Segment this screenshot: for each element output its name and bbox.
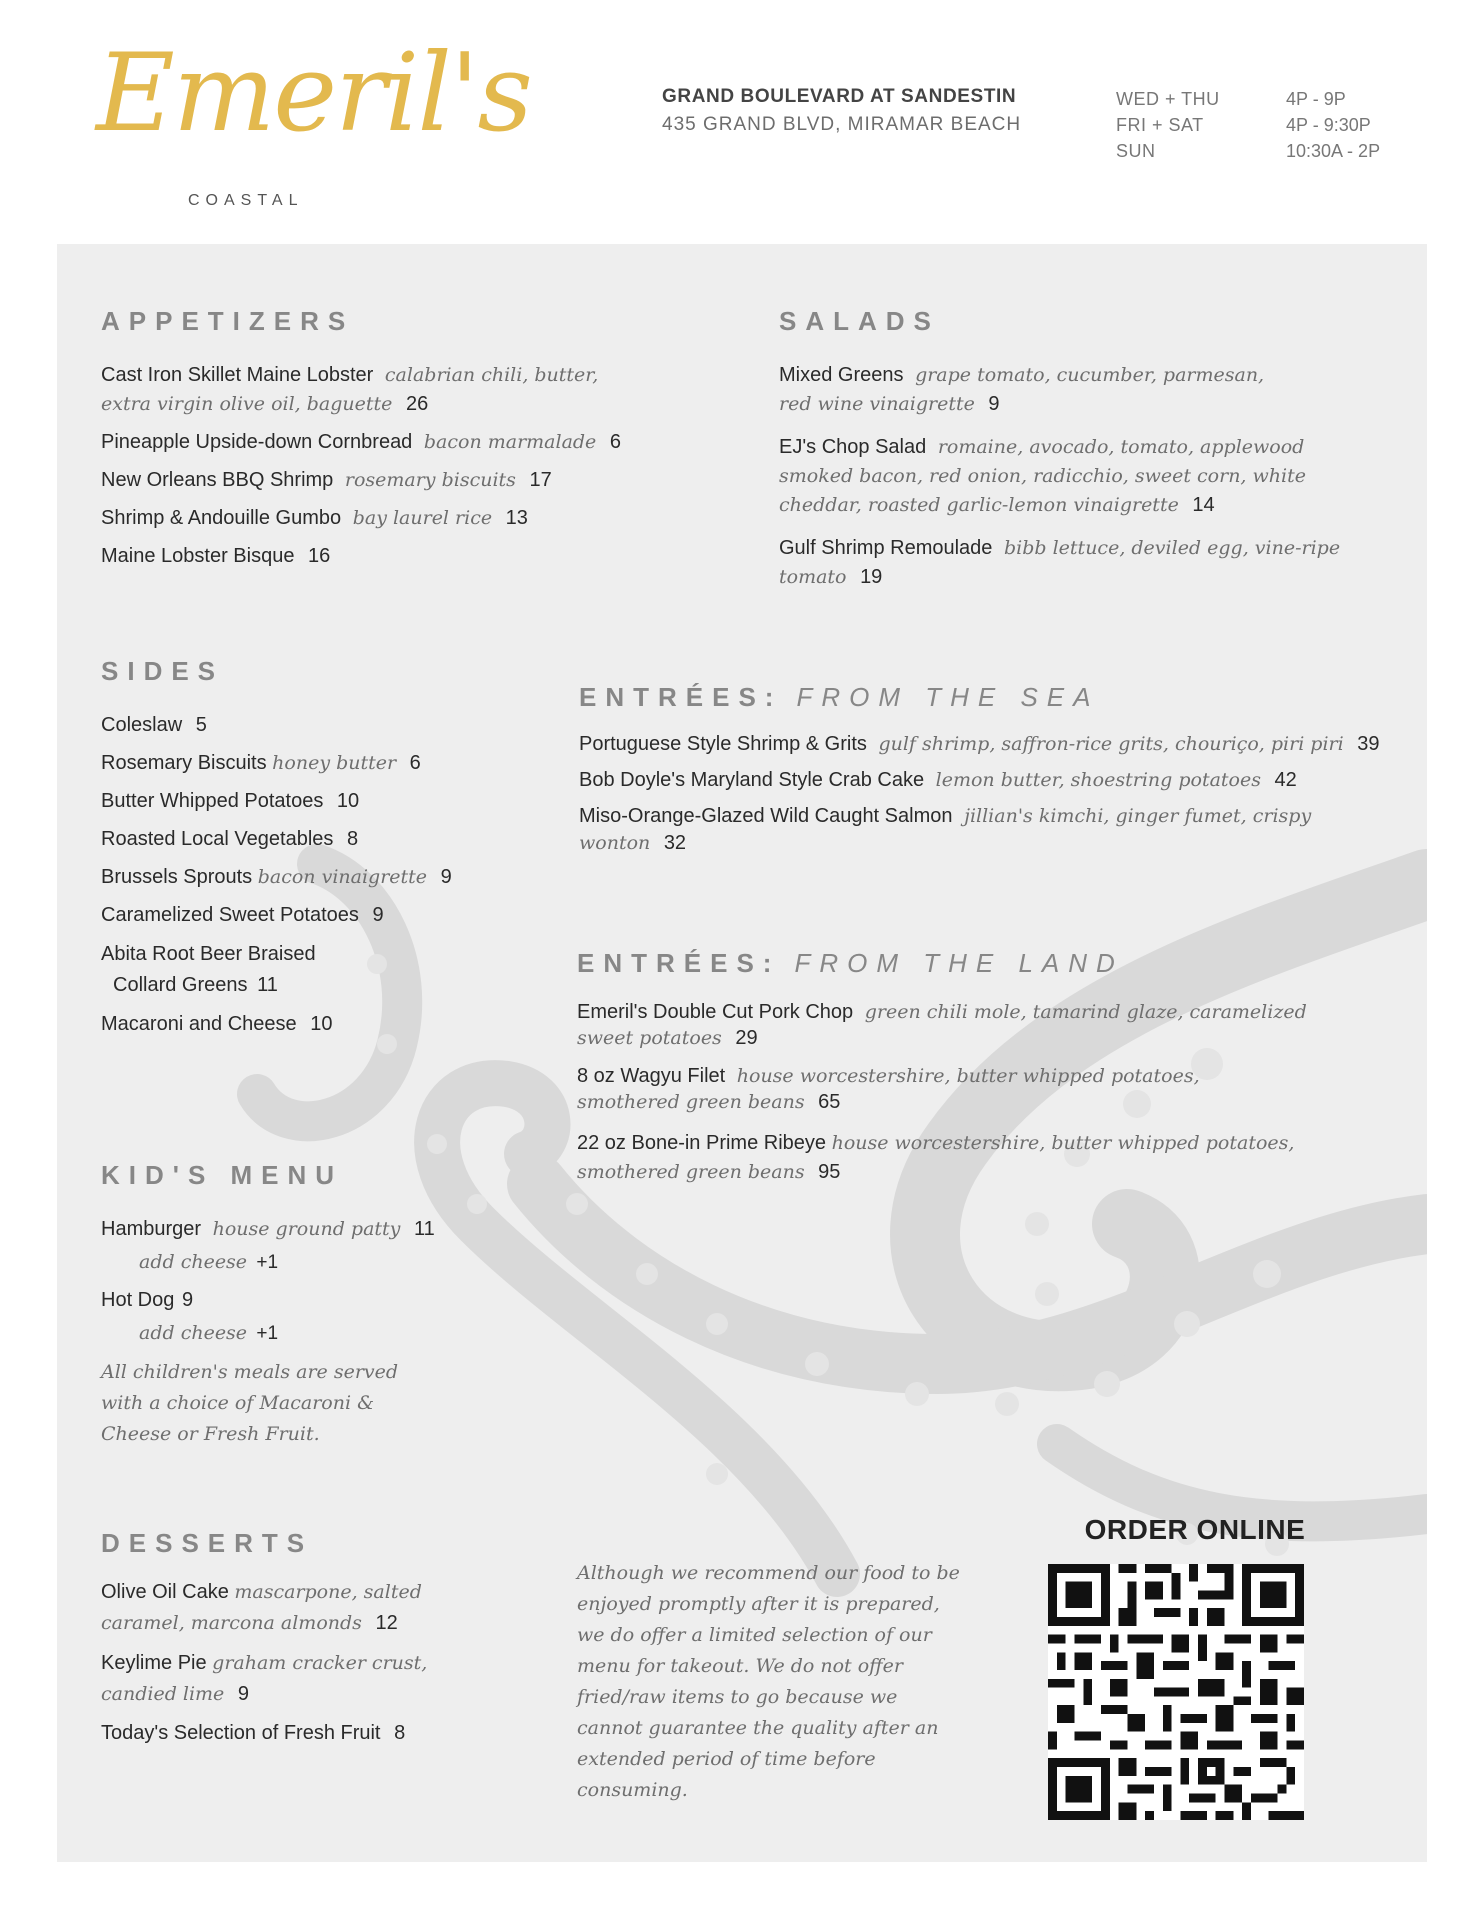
kids-meal-note: All children's meals are served with a choice of Macaroni & Cheese or Fresh Fruit.	[101, 1361, 399, 1445]
menu-item	[579, 767, 1409, 794]
item-description: calabrian chili, butter, extra virgin olive oil, baguette	[101, 364, 599, 415]
menu-item	[101, 863, 521, 892]
appetizers-heading: APPETIZERS	[101, 306, 355, 336]
item-name: Abita Root Beer Braised	[101, 943, 316, 965]
menu-panel	[57, 244, 1427, 1862]
kids-menu-section	[101, 1160, 461, 1450]
menu-item	[101, 1286, 461, 1315]
item-price: 9	[372, 904, 384, 926]
item-name: 8 oz Wagyu Filet	[577, 1065, 726, 1087]
menu-item	[579, 731, 1409, 758]
item-price: 42	[1274, 769, 1297, 791]
item-description: honey butter	[272, 752, 397, 774]
item-name: Coleslaw	[101, 714, 183, 736]
sides-heading: SIDES	[101, 656, 225, 686]
entrees-sea-section	[579, 682, 1409, 866]
item-description: jillian's kimchi, ginger fumet, crispy wonton	[579, 805, 1312, 854]
entrees-land-heading	[577, 948, 1377, 979]
item-description: house worcestershire, butter whipped potatoes, smothered green beans	[577, 1065, 1200, 1113]
item-name: Today's Selection of Fresh Fruit	[101, 1722, 381, 1744]
item-name: Hot Dog	[101, 1289, 175, 1311]
entrees-heading-subtitle: FROM THE SEA	[796, 682, 1100, 712]
menu-item-addon	[101, 1318, 461, 1349]
hours-days: FRI + SAT	[1116, 114, 1204, 135]
item-price: 10	[310, 1013, 333, 1035]
menu-item	[101, 361, 641, 419]
entrees-sea-heading	[579, 682, 1409, 713]
item-description: green chili mole, tamarind glaze, caramelized sweet potatoes	[577, 1001, 1307, 1049]
hours-time: 10:30A - 2P	[1286, 140, 1381, 161]
menu-item	[101, 1577, 461, 1639]
menu-item	[101, 749, 521, 778]
item-price: 29	[735, 1027, 758, 1049]
item-description: gulf shrimp, saffron-rice grits, chouriço, piri piri	[878, 733, 1344, 755]
menu-item	[577, 1129, 1337, 1187]
entrees-heading-label: ENTRÉES:	[579, 682, 783, 712]
item-description: bacon vinaigrette	[257, 866, 428, 888]
menu-item	[779, 433, 1379, 520]
salads-heading: SALADS	[779, 306, 940, 336]
kids-menu-heading: KID'S MENU	[101, 1160, 344, 1190]
menu-item-addon	[101, 1247, 461, 1278]
menu-item	[101, 428, 661, 457]
item-description: house worcestershire, butter whipped potatoes, smothered green beans	[577, 1132, 1295, 1183]
hours-time: 4P - 9P	[1286, 88, 1346, 109]
menu-item	[101, 787, 521, 816]
item-name: Emeril's Double Cut Pork Chop	[577, 1001, 854, 1023]
item-price: 6	[409, 752, 421, 774]
menu-item	[101, 825, 521, 854]
hours-row	[1116, 86, 1416, 112]
item-name: EJ's Chop Salad	[779, 436, 927, 458]
item-name: Miso-Orange-Glazed Wild Caught Salmon	[579, 805, 953, 827]
order-online-heading: ORDER ONLINE	[1084, 1514, 1306, 1545]
menu-item	[101, 504, 661, 533]
item-name: Bob Doyle's Maryland Style Crab Cake	[579, 769, 925, 791]
item-price: 16	[308, 545, 331, 567]
item-description: mascarpone, salted caramel, marcona almonds	[101, 1581, 422, 1634]
item-name: Olive Oil Cake	[101, 1581, 229, 1603]
desserts-heading: DESSERTS	[101, 1528, 314, 1558]
item-price: 95	[818, 1161, 841, 1183]
item-description: graham cracker crust, candied lime	[101, 1652, 428, 1705]
item-description: rosemary biscuits	[344, 469, 516, 491]
item-name: Shrimp & Andouille Gumbo	[101, 507, 342, 529]
item-price: 12	[375, 1612, 398, 1634]
item-name: New Orleans BBQ Shrimp	[101, 469, 334, 491]
item-price: 9	[440, 866, 452, 888]
item-price: 10	[336, 790, 360, 812]
item-description: house ground patty	[212, 1218, 401, 1240]
menu-item	[101, 1648, 461, 1710]
item-description: grape tomato, cucumber, parmesan, red wine vinaigrette	[779, 364, 1265, 415]
item-name: Keylime Pie	[101, 1652, 207, 1674]
addon-label: add cheese	[139, 1322, 248, 1344]
menu-item	[101, 542, 661, 571]
item-description: bacon marmalade	[423, 431, 597, 453]
item-price: 11	[257, 974, 278, 996]
venue-info	[662, 86, 1062, 136]
menu-item	[101, 466, 661, 495]
item-price: 9	[237, 1683, 249, 1705]
addon-price: +1	[256, 1252, 279, 1273]
item-name: Butter Whipped Potatoes	[101, 790, 324, 812]
item-name: Macaroni and Cheese	[101, 1013, 297, 1035]
qr-code-icon[interactable]	[1048, 1564, 1304, 1820]
entrees-heading-label: ENTRÉES:	[577, 948, 781, 978]
item-price: 17	[529, 469, 552, 491]
hours-row	[1116, 138, 1416, 164]
item-price: 19	[860, 566, 883, 588]
hours-days: WED + THU	[1116, 88, 1220, 109]
salads-section	[779, 306, 1379, 601]
item-name-continued: Collard Greens	[113, 974, 248, 996]
item-name: Portuguese Style Shrimp & Grits	[579, 733, 867, 755]
hours-time: 4P - 9:30P	[1286, 114, 1371, 135]
item-price: 5	[195, 714, 207, 736]
item-price: 9	[181, 1289, 194, 1311]
item-name: 22 oz Bone-in Prime Ribeye	[577, 1132, 827, 1154]
item-price: 8	[394, 1722, 406, 1744]
item-name: Gulf Shrimp Remoulade	[779, 537, 993, 559]
menu-item	[779, 361, 1299, 419]
entrees-heading-subtitle: FROM THE LAND	[794, 948, 1124, 978]
logo-script-text: Emeril's	[96, 31, 531, 156]
sides-section	[101, 656, 521, 1048]
item-name: Mixed Greens	[779, 364, 904, 386]
menu-item	[101, 711, 521, 740]
item-price: 14	[1192, 494, 1215, 516]
menu-item	[779, 534, 1379, 592]
item-price: 26	[405, 393, 429, 415]
item-name: Caramelized Sweet Potatoes	[101, 904, 359, 926]
desserts-section	[101, 1528, 501, 1757]
item-name: Hamburger	[101, 1218, 202, 1240]
item-price: 11	[413, 1218, 435, 1240]
item-price: 8	[346, 828, 359, 850]
menu-item	[101, 901, 521, 930]
menu-item	[577, 999, 1337, 1051]
item-price: 6	[609, 431, 621, 453]
takeout-note: Although we recommend our food to be enjoyed promptly after it is prepared, we do offer a limited selection of our menu for takeout. We do not offer fried/raw items to go because we cannot guarantee the quality after an extended period of time before consuming.	[577, 1562, 960, 1801]
item-price: 39	[1357, 733, 1380, 755]
entrees-land-section	[577, 948, 1377, 1196]
menu-item	[101, 1010, 521, 1039]
item-description: romaine, avocado, tomato, applewood smoked bacon, red onion, radicchio, sweet corn, white cheddar, roasted garlic-lemon vinaigrette	[779, 436, 1306, 516]
item-name: Cast Iron Skillet Maine Lobster	[101, 364, 374, 386]
logo-subtitle: COASTAL	[188, 192, 304, 209]
order-online-block	[1045, 1514, 1345, 1820]
addon-label: add cheese	[139, 1251, 248, 1273]
item-price: 65	[818, 1091, 841, 1113]
item-name: Brussels Sprouts	[101, 866, 253, 888]
menu-item	[579, 803, 1379, 857]
item-price: 9	[988, 393, 1000, 415]
venue-name: GRAND BOULEVARD AT SANDESTIN	[662, 86, 1017, 107]
item-name: Roasted Local Vegetables	[101, 828, 334, 850]
menu-item	[101, 939, 521, 1001]
addon-price: +1	[256, 1323, 279, 1344]
item-name: Pineapple Upside-down Cornbread	[101, 431, 413, 453]
appetizers-section	[101, 306, 661, 580]
item-description: lemon butter, shoestring potatoes	[935, 769, 1261, 791]
menu-item	[101, 1215, 461, 1244]
item-description: bibb lettuce, deviled egg, vine-ripe tomato	[779, 537, 1341, 588]
restaurant-logo	[96, 31, 531, 220]
item-name: Rosemary Biscuits	[101, 752, 267, 774]
item-price: 32	[663, 832, 687, 854]
hours-days: SUN	[1116, 140, 1156, 161]
hours-row	[1116, 112, 1416, 138]
opening-hours	[1116, 86, 1416, 164]
venue-address: 435 GRAND BLVD, MIRAMAR BEACH	[662, 114, 1022, 135]
item-name: Maine Lobster Bisque	[101, 545, 295, 567]
menu-item	[577, 1063, 1237, 1115]
item-description: bay laurel rice	[352, 507, 493, 529]
menu-item	[101, 1719, 501, 1748]
item-price: 13	[505, 507, 528, 529]
